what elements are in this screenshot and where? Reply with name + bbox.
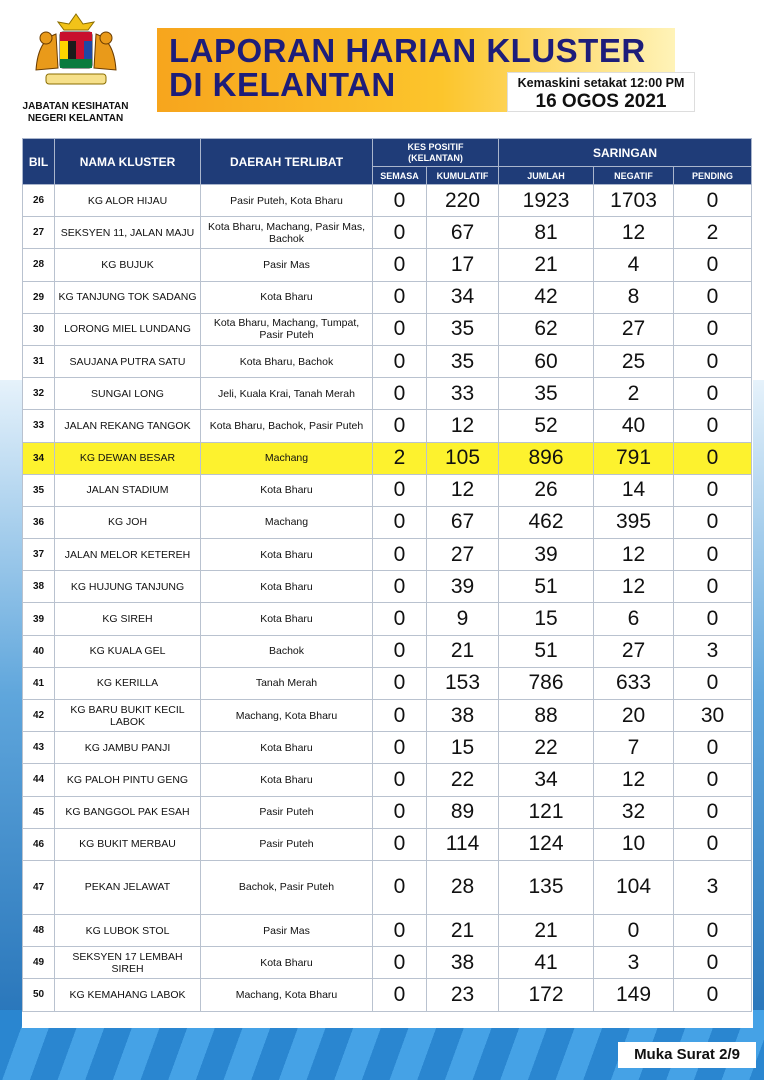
cell-semasa: 0 — [373, 249, 427, 281]
cell-daerah: Machang, Kota Bharu — [201, 979, 373, 1011]
cell-bil: 30 — [23, 313, 55, 345]
cell-negatif: 12 — [594, 539, 674, 571]
cell-bil: 49 — [23, 947, 55, 979]
cell-negatif: 104 — [594, 860, 674, 914]
cell-semasa: 0 — [373, 979, 427, 1011]
cell-daerah: Jeli, Kuala Krai, Tanah Merah — [201, 378, 373, 410]
table-row — [23, 764, 752, 796]
cell-daerah: Kota Bharu — [201, 947, 373, 979]
page-number: Muka Surat 2/9 — [618, 1042, 756, 1068]
cell-kumulatif: 22 — [427, 764, 499, 796]
cell-jumlah: 52 — [499, 410, 594, 442]
cell-daerah: Pasir Mas — [201, 249, 373, 281]
cell-bil: 28 — [23, 249, 55, 281]
cell-semasa: 0 — [373, 700, 427, 732]
cell-nama: JALAN REKANG TANGOK — [55, 410, 201, 442]
col-header-negatif: NEGATIF — [594, 167, 674, 185]
cell-negatif: 40 — [594, 410, 674, 442]
cell-nama: SAUJANA PUTRA SATU — [55, 345, 201, 377]
cell-kumulatif: 105 — [427, 442, 499, 474]
cell-jumlah: 51 — [499, 635, 594, 667]
cell-pending: 0 — [674, 345, 752, 377]
cell-kumulatif: 9 — [427, 603, 499, 635]
cell-kumulatif: 89 — [427, 796, 499, 828]
cell-kumulatif: 23 — [427, 979, 499, 1011]
cell-kumulatif: 153 — [427, 667, 499, 699]
cell-pending: 0 — [674, 947, 752, 979]
cell-pending: 0 — [674, 442, 752, 474]
cell-daerah: Kota Bharu — [201, 281, 373, 313]
cell-negatif: 8 — [594, 281, 674, 313]
cell-kumulatif: 27 — [427, 539, 499, 571]
table-row — [23, 217, 752, 249]
cell-daerah: Pasir Puteh, Kota Bharu — [201, 185, 373, 217]
cell-bil: 43 — [23, 732, 55, 764]
cell-nama: KG SIREH — [55, 603, 201, 635]
table-row — [23, 635, 752, 667]
cell-nama: KG DEWAN BESAR — [55, 442, 201, 474]
col-header-kumulatif: KUMULATIF — [427, 167, 499, 185]
cell-semasa: 0 — [373, 217, 427, 249]
cell-kumulatif: 67 — [427, 506, 499, 538]
cell-negatif: 10 — [594, 828, 674, 860]
cell-semasa: 0 — [373, 474, 427, 506]
cluster-table — [22, 138, 752, 1012]
cell-negatif: 395 — [594, 506, 674, 538]
cell-bil: 31 — [23, 345, 55, 377]
cell-pending: 0 — [674, 185, 752, 217]
cell-daerah: Kota Bharu — [201, 571, 373, 603]
cell-daerah: Kota Bharu, Machang, Tumpat, Pasir Puteh — [201, 313, 373, 345]
cell-kumulatif: 33 — [427, 378, 499, 410]
department-line1: JABATAN KESIHATAN — [22, 101, 129, 112]
table-row — [23, 603, 752, 635]
cell-jumlah: 35 — [499, 378, 594, 410]
cell-kumulatif: 28 — [427, 860, 499, 914]
cell-daerah: Pasir Puteh — [201, 796, 373, 828]
cell-nama: KG JOH — [55, 506, 201, 538]
cell-negatif: 791 — [594, 442, 674, 474]
cell-daerah: Kota Bharu — [201, 764, 373, 796]
cell-jumlah: 15 — [499, 603, 594, 635]
cell-bil: 36 — [23, 506, 55, 538]
cell-semasa: 0 — [373, 345, 427, 377]
cell-pending: 0 — [674, 410, 752, 442]
cell-pending: 0 — [674, 796, 752, 828]
cell-jumlah: 462 — [499, 506, 594, 538]
title-line2: DI KELANTAN — [169, 66, 396, 103]
cell-negatif: 27 — [594, 635, 674, 667]
cell-negatif: 27 — [594, 313, 674, 345]
table-row — [23, 410, 752, 442]
cell-pending: 0 — [674, 914, 752, 946]
cell-nama: KG LUBOK STOL — [55, 914, 201, 946]
update-date: 16 OGOS 2021 — [535, 91, 667, 112]
cell-jumlah: 39 — [499, 539, 594, 571]
cell-jumlah: 22 — [499, 732, 594, 764]
cell-bil: 39 — [23, 603, 55, 635]
update-info — [507, 72, 695, 112]
cell-semasa: 0 — [373, 506, 427, 538]
cell-negatif: 25 — [594, 345, 674, 377]
cell-daerah: Kota Bharu, Machang, Pasir Mas, Bachok — [201, 217, 373, 249]
cell-jumlah: 172 — [499, 979, 594, 1011]
cell-nama: SEKSYEN 17 LEMBAH SIREH — [55, 947, 201, 979]
cell-jumlah: 60 — [499, 345, 594, 377]
cell-kumulatif: 67 — [427, 217, 499, 249]
cell-bil: 26 — [23, 185, 55, 217]
cell-semasa: 0 — [373, 539, 427, 571]
cell-nama: KG HUJUNG TANJUNG — [55, 571, 201, 603]
cell-jumlah: 1923 — [499, 185, 594, 217]
col-header-pending: PENDING — [674, 167, 752, 185]
table-row — [23, 571, 752, 603]
cell-jumlah: 896 — [499, 442, 594, 474]
update-label: Kemaskini setakat 12:00 PM — [517, 76, 685, 90]
cell-kumulatif: 114 — [427, 828, 499, 860]
cell-daerah: Machang — [201, 506, 373, 538]
table-row — [23, 700, 752, 732]
cell-pending: 30 — [674, 700, 752, 732]
cell-semasa: 0 — [373, 635, 427, 667]
cell-jumlah: 21 — [499, 249, 594, 281]
table-row — [23, 979, 752, 1011]
table-row — [23, 860, 752, 914]
table-row — [23, 474, 752, 506]
cell-pending: 0 — [674, 474, 752, 506]
cell-jumlah: 135 — [499, 860, 594, 914]
cell-negatif: 12 — [594, 571, 674, 603]
cell-bil: 42 — [23, 700, 55, 732]
cell-kumulatif: 38 — [427, 700, 499, 732]
col-header-jumlah: JUMLAH — [499, 167, 594, 185]
cell-nama: SEKSYEN 11, JALAN MAJU — [55, 217, 201, 249]
table-row — [23, 345, 752, 377]
cell-pending: 0 — [674, 313, 752, 345]
cell-pending: 0 — [674, 828, 752, 860]
col-header-bil: BIL — [23, 139, 55, 185]
cell-nama: JALAN STADIUM — [55, 474, 201, 506]
table-row — [23, 185, 752, 217]
cell-kumulatif: 35 — [427, 313, 499, 345]
cell-bil: 33 — [23, 410, 55, 442]
table-row — [23, 947, 752, 979]
cell-pending: 0 — [674, 571, 752, 603]
logo-block — [18, 10, 133, 125]
cluster-table-container — [22, 138, 753, 1028]
cell-semasa: 0 — [373, 667, 427, 699]
table-row — [23, 506, 752, 538]
cell-nama: KG KERILLA — [55, 667, 201, 699]
cell-bil: 38 — [23, 571, 55, 603]
cell-negatif: 4 — [594, 249, 674, 281]
cell-daerah: Pasir Mas — [201, 914, 373, 946]
kes-positif-label: KES POSITIF — [407, 141, 464, 152]
cell-semasa: 0 — [373, 378, 427, 410]
cell-daerah: Machang, Kota Bharu — [201, 700, 373, 732]
cell-daerah: Kota Bharu — [201, 474, 373, 506]
cell-kumulatif: 12 — [427, 474, 499, 506]
cell-semasa: 0 — [373, 828, 427, 860]
cell-daerah: Kota Bharu — [201, 603, 373, 635]
cell-semasa: 0 — [373, 185, 427, 217]
cell-daerah: Kota Bharu, Bachok — [201, 345, 373, 377]
cell-jumlah: 41 — [499, 947, 594, 979]
cell-nama: KG TANJUNG TOK SADANG — [55, 281, 201, 313]
cell-semasa: 0 — [373, 860, 427, 914]
cell-pending: 0 — [674, 979, 752, 1011]
table-row — [23, 828, 752, 860]
cell-daerah: Bachok — [201, 635, 373, 667]
cell-nama: KG BUKIT MERBAU — [55, 828, 201, 860]
cell-jumlah: 42 — [499, 281, 594, 313]
cell-semasa: 0 — [373, 603, 427, 635]
cell-nama: JALAN MELOR KETEREH — [55, 539, 201, 571]
table-body — [23, 185, 752, 1012]
cell-daerah: Tanah Merah — [201, 667, 373, 699]
cell-jumlah: 21 — [499, 914, 594, 946]
cell-nama: KG PALOH PINTU GENG — [55, 764, 201, 796]
cell-bil: 29 — [23, 281, 55, 313]
cell-bil: 35 — [23, 474, 55, 506]
cell-daerah: Machang — [201, 442, 373, 474]
cell-daerah: Kota Bharu, Bachok, Pasir Puteh — [201, 410, 373, 442]
cell-pending: 0 — [674, 249, 752, 281]
col-group-saringan: SARINGAN — [499, 139, 752, 167]
cell-semasa: 0 — [373, 947, 427, 979]
cell-bil: 50 — [23, 979, 55, 1011]
cell-semasa: 0 — [373, 914, 427, 946]
cell-pending: 0 — [674, 603, 752, 635]
cell-negatif: 12 — [594, 217, 674, 249]
cell-negatif: 20 — [594, 700, 674, 732]
title-line1: LAPORAN HARIAN KLUSTER — [169, 32, 646, 69]
cell-negatif: 12 — [594, 764, 674, 796]
cell-kumulatif: 17 — [427, 249, 499, 281]
cell-kumulatif: 39 — [427, 571, 499, 603]
cell-kumulatif: 34 — [427, 281, 499, 313]
cell-semasa: 0 — [373, 571, 427, 603]
cell-kumulatif: 35 — [427, 345, 499, 377]
cell-negatif: 149 — [594, 979, 674, 1011]
cell-negatif: 7 — [594, 732, 674, 764]
kes-positif-sublabel: (KELANTAN) — [408, 152, 463, 163]
table-row — [23, 914, 752, 946]
cell-bil: 46 — [23, 828, 55, 860]
cell-nama: SUNGAI LONG — [55, 378, 201, 410]
coat-of-arms-icon — [28, 10, 124, 92]
table-row — [23, 796, 752, 828]
cell-semasa: 0 — [373, 313, 427, 345]
cell-bil: 44 — [23, 764, 55, 796]
table-row — [23, 249, 752, 281]
cell-negatif: 14 — [594, 474, 674, 506]
cell-kumulatif: 220 — [427, 185, 499, 217]
cell-nama: LORONG MIEL LUNDANG — [55, 313, 201, 345]
cell-nama: KG BANGGOL PAK ESAH — [55, 796, 201, 828]
cell-nama: KG KEMAHANG LABOK — [55, 979, 201, 1011]
cell-pending: 3 — [674, 635, 752, 667]
cell-pending: 0 — [674, 378, 752, 410]
cell-pending: 3 — [674, 860, 752, 914]
cell-jumlah: 26 — [499, 474, 594, 506]
cell-daerah: Bachok, Pasir Puteh — [201, 860, 373, 914]
cell-pending: 0 — [674, 281, 752, 313]
cell-jumlah: 62 — [499, 313, 594, 345]
cell-nama: PEKAN JELAWAT — [55, 860, 201, 914]
cell-nama: KG JAMBU PANJI — [55, 732, 201, 764]
table-row — [23, 442, 752, 474]
cell-kumulatif: 21 — [427, 914, 499, 946]
cell-semasa: 0 — [373, 796, 427, 828]
cell-negatif: 0 — [594, 914, 674, 946]
cell-bil: 32 — [23, 378, 55, 410]
cell-semasa: 2 — [373, 442, 427, 474]
cell-pending: 0 — [674, 732, 752, 764]
table-row — [23, 732, 752, 764]
table-row — [23, 539, 752, 571]
cell-bil: 27 — [23, 217, 55, 249]
table-row — [23, 378, 752, 410]
table-row — [23, 667, 752, 699]
col-header-semasa: SEMASA — [373, 167, 427, 185]
department-line2: NEGERI KELANTAN — [27, 113, 124, 124]
cell-negatif: 3 — [594, 947, 674, 979]
cell-pending: 0 — [674, 539, 752, 571]
cell-pending: 0 — [674, 764, 752, 796]
cell-bil: 47 — [23, 860, 55, 914]
cell-negatif: 2 — [594, 378, 674, 410]
page-header — [0, 0, 764, 132]
cell-jumlah: 88 — [499, 700, 594, 732]
cell-jumlah: 121 — [499, 796, 594, 828]
cell-jumlah: 124 — [499, 828, 594, 860]
cell-semasa: 0 — [373, 764, 427, 796]
cell-nama: KG BARU BUKIT KECIL LABOK — [55, 700, 201, 732]
cell-negatif: 633 — [594, 667, 674, 699]
cell-bil: 45 — [23, 796, 55, 828]
cell-pending: 2 — [674, 217, 752, 249]
table-row — [23, 313, 752, 345]
cell-nama: KG BUJUK — [55, 249, 201, 281]
cell-kumulatif: 38 — [427, 947, 499, 979]
cell-semasa: 0 — [373, 281, 427, 313]
cell-kumulatif: 12 — [427, 410, 499, 442]
cell-pending: 0 — [674, 506, 752, 538]
cell-kumulatif: 15 — [427, 732, 499, 764]
col-header-nama: NAMA KLUSTER — [55, 139, 201, 185]
table-row — [23, 281, 752, 313]
cell-pending: 0 — [674, 667, 752, 699]
cell-negatif: 32 — [594, 796, 674, 828]
cell-semasa: 0 — [373, 732, 427, 764]
cell-bil: 37 — [23, 539, 55, 571]
cell-negatif: 6 — [594, 603, 674, 635]
col-group-kes-positif — [373, 139, 499, 167]
cell-jumlah: 81 — [499, 217, 594, 249]
cell-bil: 34 — [23, 442, 55, 474]
cell-jumlah: 786 — [499, 667, 594, 699]
cell-bil: 41 — [23, 667, 55, 699]
department-name — [18, 101, 133, 125]
cell-jumlah: 34 — [499, 764, 594, 796]
cell-nama: KG KUALA GEL — [55, 635, 201, 667]
col-header-daerah: DAERAH TERLIBAT — [201, 139, 373, 185]
cell-daerah: Pasir Puteh — [201, 828, 373, 860]
cell-semasa: 0 — [373, 410, 427, 442]
cell-daerah: Kota Bharu — [201, 539, 373, 571]
cell-nama: KG ALOR HIJAU — [55, 185, 201, 217]
cell-bil: 40 — [23, 635, 55, 667]
cell-daerah: Kota Bharu — [201, 732, 373, 764]
cell-kumulatif: 21 — [427, 635, 499, 667]
cell-negatif: 1703 — [594, 185, 674, 217]
cell-bil: 48 — [23, 914, 55, 946]
cell-jumlah: 51 — [499, 571, 594, 603]
